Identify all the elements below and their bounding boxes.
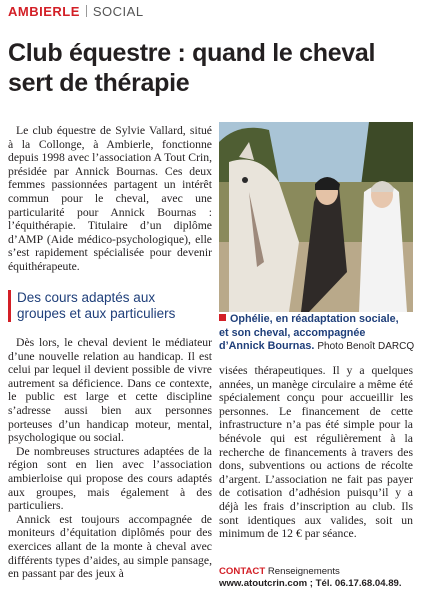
lead-text: Le club équestre de Sylvie Vallard, situé à la Collonge, à Ambierle, fonctionne depuis 1998 avec l’association A Tout Crin, présidée par Annick Bournas. Ces deux femmes passionnées partagent un intérêt commun pour le cheval, avec une particularité pour Annick Bournas : l’équithérapie. Titulaire d’un diplôme d’AMP (Aide médico-psychologique), elle s’est rapidement spécialisée pour devenir équithérapeute. <box>8 124 212 273</box>
contact-label: CONTACT <box>219 566 266 577</box>
caption-marker <box>219 314 226 321</box>
subheading-line-2: groupes et aux particuliers <box>17 306 176 321</box>
contact-website: www.atoutcrin.com <box>219 578 308 589</box>
body-column-left <box>8 336 212 581</box>
caption-line-3: d’Annick Bournas. <box>219 340 315 352</box>
contact-box <box>219 566 419 590</box>
headline-line-2: sert de thérapie <box>8 69 190 97</box>
photo-caption <box>219 313 413 354</box>
article-headline <box>8 38 413 98</box>
photo-credit: Photo Benoît DARCQ <box>317 341 415 352</box>
body-paragraph: visées thérapeutiques. Il y a quelques années, un manège circulaire a même été spécialement conçu pour accueillir les personnes. Le financement de cette infrastructure n’a pas été simple pour la bénévole qui est régulièrement à la recherche de financements à travers des dons, subventions ou actions de récolte d’argent. L’association ne fait pas payer de cotisation d’adhésion puisqu’il y a déjà les frais d’inscription au club. Ils sont identiques aux valides, soit un minimum de 12 € par séance. <box>219 364 413 541</box>
contact-label-rest: Renseignements <box>267 566 340 577</box>
kicker-divider <box>86 5 87 17</box>
body-paragraph: Annick est toujours accompagnée de moniteurs d’équitation diplômés pour des exercices allant de la monte à cheval avec différents types d’aides, au simple pansage, en passant par des jeux à <box>8 512 212 581</box>
subheading-line-1: Des cours adaptés aux <box>17 290 156 305</box>
headline-line-1: Club équestre : quand le cheval <box>8 39 376 67</box>
kicker-place: AMBIERLE <box>8 4 80 19</box>
subheading <box>8 290 212 322</box>
caption-line-2: et son cheval, accompagnée <box>219 326 366 339</box>
contact-phone: ; Tél. 06.17.68.04.89. <box>307 578 402 589</box>
kicker-rubric: SOCIAL <box>92 4 144 19</box>
article-photo <box>219 122 413 312</box>
body-paragraph: Dès lors, le cheval devient le médiateur d’une nouvelle relation au handicap. Il est celui par lequel il devient possible de vivre autrement sa déficience. Dans ce contexte, le public est large et cette discipline s’adresse aussi bien aux personnes porteuses d’un handicap moteur, mental, psychologique ou social. <box>8 336 212 445</box>
photo-illustration <box>219 122 413 312</box>
caption-line-1: Ophélie, en réadaptation sociale, <box>230 313 399 325</box>
section-kicker <box>8 4 144 19</box>
body-paragraph: De nombreuses structures adaptées de la région sont en lien avec l’association ambierloise qui propose des cours adaptés aux groupes, mais également à des particuliers. <box>8 444 212 513</box>
body-column-right <box>219 364 413 541</box>
lead-paragraph <box>8 124 212 274</box>
